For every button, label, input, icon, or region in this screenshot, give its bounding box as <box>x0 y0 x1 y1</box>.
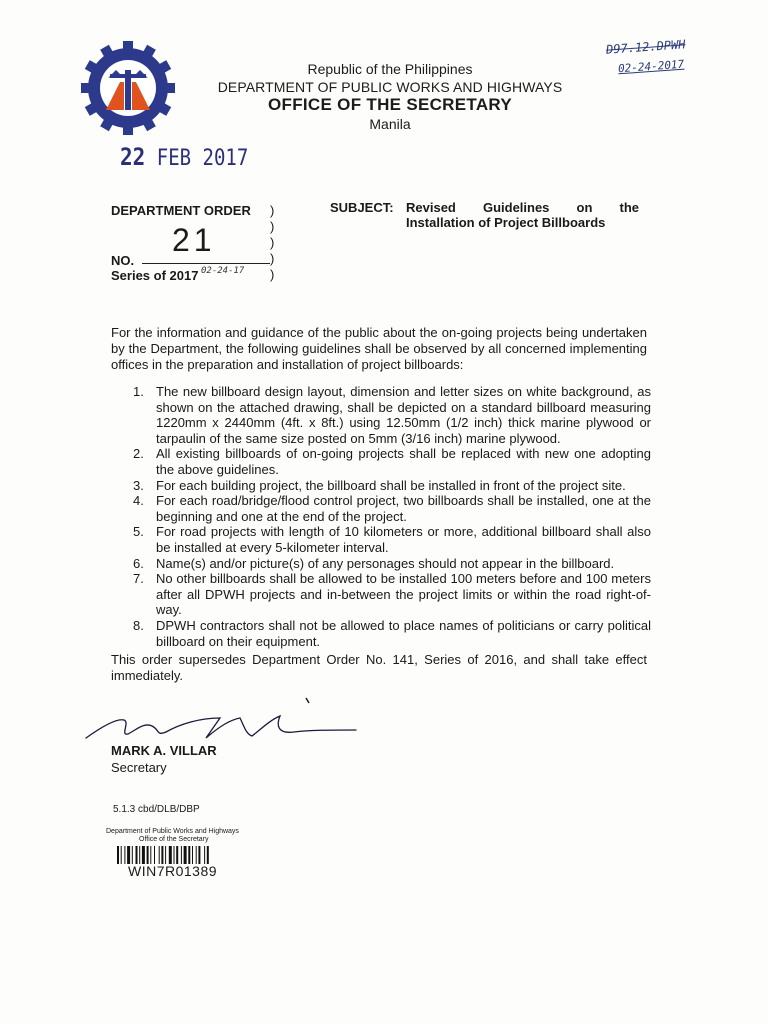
list-item-text: All existing billboards of on-going projects shall be replaced with new one adopting the above guidelines. <box>156 446 651 477</box>
list-item-number: 4. <box>133 493 144 509</box>
barcode-agency-line: Department of Public Works and Highways <box>106 828 239 835</box>
list-item-number: 6. <box>133 555 144 571</box>
guidelines-list <box>111 384 651 649</box>
list-item-text: The new billboard design layout, dimension and letter sizes on white background, as shown on the attached drawing, shall be depicted on a standard billboard measuring 1220mm x 2440mm (4ft. x 8ft.) using 12.50mm (1/2 inch) thick marine plywood or tarpaulin of the same size posted on 5mm (3/16 inch) marine plywood. <box>156 384 651 446</box>
list-item-text: For each road/bridge/flood control project, two billboards shall be installed, one at the beginning and one at the end of the project. <box>156 493 651 524</box>
subject-line-2: Installation of Project Billboards <box>406 215 606 230</box>
header-department: DEPARTMENT OF PUBLIC WORKS AND HIGHWAYS <box>217 79 563 95</box>
list-item-number: 7. <box>133 571 144 587</box>
list-item <box>111 384 651 446</box>
list-item <box>111 524 651 555</box>
order-number: 21 <box>172 222 216 258</box>
reference-initials: 5.1.3 cbd/DLB/DBP <box>113 804 200 815</box>
list-item <box>111 493 651 524</box>
list-item <box>111 478 651 494</box>
header-republic: Republic of the Philippines <box>307 61 473 77</box>
signatory-title: Secretary <box>111 760 167 775</box>
barcode-number: WIN7R01389 <box>128 863 218 879</box>
date-stamp <box>120 143 248 171</box>
series-handwritten-note: 02-24-17 <box>201 266 245 276</box>
list-item-text: For each building project, the billboard shall be installed in front of the project site. <box>156 477 626 493</box>
list-item <box>111 446 651 477</box>
dpwh-seal-logo <box>80 40 176 136</box>
subject-line-1: Revised Guidelines on the <box>406 200 639 215</box>
order-number-label: NO. <box>111 253 135 268</box>
intro-paragraph: For the information and guidance of the public about the on-going projects being undertaken by the Department, the following guidelines shall be observed by all concerned implementing offices in the preparation and installation of project billboards: <box>111 325 647 372</box>
list-item-number: 3. <box>133 477 144 493</box>
handwritten-reference-date: 02-24-2017 <box>617 57 685 76</box>
handwritten-signature <box>80 696 360 746</box>
list-item-number: 5. <box>133 524 144 540</box>
list-item-text: For road projects with length of 10 kilometers or more, additional billboard shall also be installed at every 5-kilometer interval. <box>156 524 651 555</box>
barcode-office-line: Office of the Secretary <box>139 836 209 843</box>
date-stamp-month-year: FEB 2017 <box>156 145 249 171</box>
date-stamp-day: 22 <box>120 143 146 171</box>
list-item-number: 1. <box>133 384 144 399</box>
handwritten-reference-number: D97.12.DPWH <box>605 37 686 57</box>
department-order-label: DEPARTMENT ORDER <box>111 203 251 218</box>
header-office: OFFICE OF THE SECRETARY <box>268 95 512 114</box>
list-item-text: DPWH contractors shall not be allowed to place names of politicians or carry political billboard on their equipment. <box>156 617 651 649</box>
header-city: Manila <box>369 116 411 132</box>
list-item-text: Name(s) and/or picture(s) of any personages should not appear in the billboard. <box>156 555 615 571</box>
order-series: Series of 2017 <box>111 268 199 283</box>
order-number-underline <box>142 263 270 264</box>
list-item <box>111 571 651 618</box>
signatory-name: MARK A. VILLAR <box>111 743 217 758</box>
list-item-text: No other billboards shall be allowed to be installed 100 meters before and 100 meters after all DPWH projects and in-between the project limits or within the road right-of-way. <box>156 571 651 618</box>
list-item <box>111 556 651 572</box>
barcode-icon <box>117 846 243 864</box>
list-item-number: 8. <box>133 617 144 633</box>
subject-label: SUBJECT: <box>330 200 394 215</box>
list-item-number: 2. <box>133 446 144 462</box>
list-item <box>111 618 651 649</box>
order-parentheses: ) ) ) ) ) <box>270 203 275 282</box>
closing-paragraph: This order supersedes Department Order No. 141, Series of 2016, and shall take effect immediately. <box>111 652 647 683</box>
